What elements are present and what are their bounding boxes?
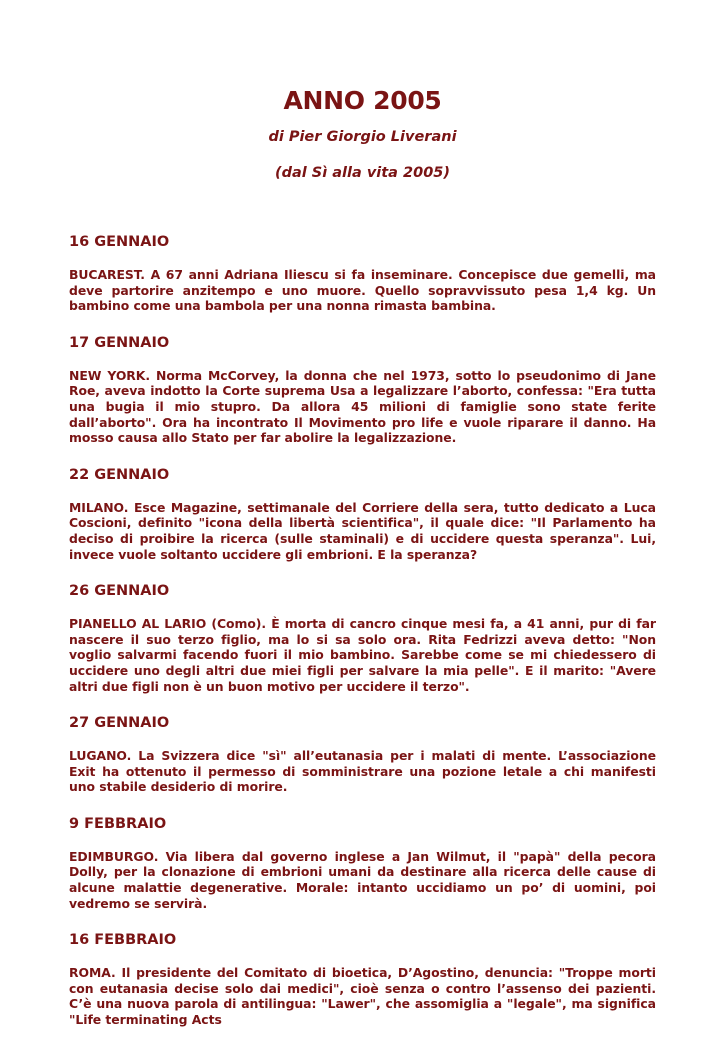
entry-text: MILANO. Esce Magazine, settimanale del Corriere della sera, tutto dedicato a Luca Coscioni, definito "icona della libertà scientifica", il quale dice: "Il Parlamento ha deciso di proibire la ricerca (sulle staminali) e di uccidere questa speranza". Lui, invece vuole soltanto uccidere gli embrioni. E la speranza? <box>69 499 656 562</box>
entry-text: LUGANO. La Svizzera dice "sì" all’eutanasia per i malati di mente. L’associazione Exit ha ottenuto il permesso di somministrare una pozione letale a chi manifesti uno stabile desiderio di morire. <box>69 748 656 795</box>
entry-27-gennaio <box>69 715 656 795</box>
entry-26-gennaio <box>69 583 656 694</box>
entry-date: 22 GENNAIO <box>69 466 170 483</box>
entry-date: 26 GENNAIO <box>69 583 170 600</box>
entry-text: NEW YORK. Norma McCorvey, la donna che nel 1973, sotto lo pseudonimo di Jane Roe, aveva indotto la Corte suprema Usa a legalizzare l’aborto, confessa: "Era tutta una bugia il mio stupro. Da allora 45 milioni di famiglie sono state ferite dall’aborto". Ora ha incontrato Il Movimento pro life e vuole riparare il danno. Ha mosso causa allo Stato per far abolire la legalizzazione. <box>69 367 656 446</box>
entry-date: 9 FEBBRAIO <box>69 815 167 832</box>
document-source: (dal Sì alla vita 2005) <box>275 165 450 181</box>
entry-date: 16 FEBBRAIO <box>69 932 177 949</box>
entry-date: 17 GENNAIO <box>69 334 170 351</box>
document-author: di Pier Giorgio Liverani <box>268 129 457 145</box>
entry-text: ROMA. Il presidente del Comitato di bioetica, D’Agostino, denuncia: "Troppe morti con eutanasia decise solo dai medici", cioè senza o contro l’assenso dei pazienti. C’è una nuova parola di antilingua: "Lawer", che assomiglia a "legale", ma significa "Life terminating Acts <box>69 965 656 1028</box>
document-title: ANNO 2005 <box>283 86 442 115</box>
entry-text: EDIMBURGO. Via libera dal governo inglese a Jan Wilmut, il "papà" della pecora Dolly, per la clonazione di embrioni umani da destinare alla ricerca delle cause di alcune malattie degenerative. Morale: intanto uccidiamo un po’ di uomini, poi vedremo se servirà. <box>69 848 656 911</box>
entry-text: PIANELLO AL LARIO (Como). È morta di cancro cinque mesi fa, a 41 anni, pur di far nascere il suo terzo figlio, ma lo si sa solo ora. Rita Fedrizzi aveva detto: "Non voglio salvarmi facendo fuori il mio bambino. Sarebbe come se mi chiedessero di uccidere uno degli altri due miei figli per salvare la mia pelle". E il marito: "Avere altri due figli non è un buon motivo per uccidere il terzo". <box>69 616 656 694</box>
entry-9-febbraio <box>69 816 656 911</box>
entry-date: 27 GENNAIO <box>69 715 170 732</box>
entry-16-febbraio <box>69 932 656 1027</box>
entry-16-gennaio <box>69 234 656 314</box>
entry-22-gennaio <box>69 467 656 562</box>
chronicle-entries <box>69 234 656 1049</box>
entry-17-gennaio <box>69 335 656 446</box>
entry-text: BUCAREST. A 67 anni Adriana Iliescu si fa inseminare. Concepisce due gemelli, ma deve partorire anzitempo e uno muore. Quello sopravvissuto pesa 1,4 kg. Un bambino come una bambola per una nonna rimasta bambina. <box>69 267 656 314</box>
entry-date: 16 GENNAIO <box>69 234 170 250</box>
